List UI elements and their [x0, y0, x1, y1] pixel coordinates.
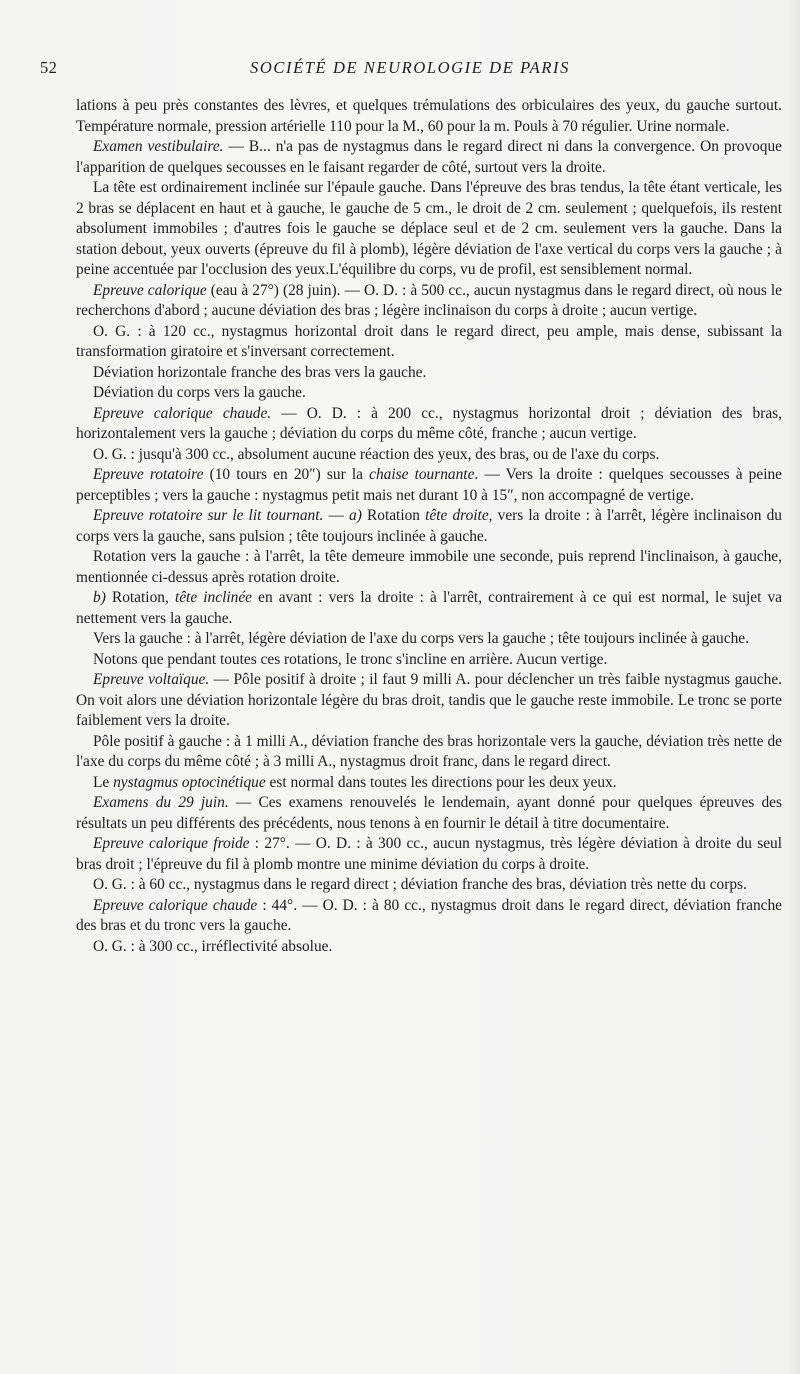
italic-run: Examens du 29 juin.: [93, 794, 229, 811]
paragraph: [76, 137, 782, 178]
paragraph: [76, 178, 782, 281]
text-run: O. G. : à 120 cc., nystagmus horizontal droit dans le regard direct, peu ample, mais dense, subissant la transformation giratoire et s'inversant correctement.: [76, 322, 782, 360]
text-run: Déviation horizontale franche des bras vers la gauche.: [93, 363, 427, 381]
text-run: O. G. : jusqu'à 300 cc., absolument aucune réaction des yeux, des bras, ou de l'axe du corps.: [93, 445, 660, 463]
italic-run: tête inclinée: [174, 589, 252, 606]
paragraph: [76, 506, 782, 547]
text-run: . — Vers la droite : quelques secousses à peine perceptibles ; vers la gauche : nystagmus petit mais net durant 10 à 15″, non accompagné de vertige.: [76, 466, 783, 504]
article-body: [76, 96, 782, 957]
page-edge-shadow: [786, 0, 800, 1374]
italic-run: b): [93, 589, 106, 606]
text-run: Vers la gauche : à l'arrêt, légère déviation de l'axe du corps vers la gauche ; tête toujours inclinée à gauche.: [93, 630, 749, 647]
italic-run: Epreuve calorique chaude: [93, 896, 258, 914]
paragraph: [76, 465, 782, 506]
paragraph: [76, 650, 782, 671]
text-run: O. G. : à 300 cc., irréflectivité absolue.: [93, 937, 333, 955]
paragraph: [76, 445, 782, 466]
text-run: lations à peu près constantes des lèvres, et quelques trémulations des orbiculaires des yeux, du gauche surtout. Température normale, pression artérielle 110 pour la M., 60 pour la m. Pouls à 70 régulier. Urine normale.: [76, 97, 782, 135]
text-run: (eau à 27°) (28 juin). — O. D. : à 500 cc., aucun nystagmus dans le regard direct, où nous le recherchons d'abord ; aucune déviation des bras ; légère inclinaison du corps à droite ; aucun vertige.: [76, 281, 782, 319]
text-run: : 27°. — O. D. : à 300 cc., aucun nystagmus, très légère déviation à droite du seul bras droit ; l'épreuve du fil à plomb montre une minime déviation du corps à droite.: [76, 835, 782, 873]
italic-run: Epreuve calorique: [93, 281, 207, 299]
text-run: — B... n'a pas de nystagmus dans le regard direct ni dans la convergence. On provoque l'apparition de quelques secousses en le faisant regarder de côté, surtout vers la droite.: [76, 138, 783, 176]
paragraph: [76, 547, 782, 588]
paragraph: [76, 875, 782, 896]
paragraph: [76, 629, 782, 650]
italic-run: Epreuve calorique froide: [93, 835, 250, 852]
italic-run: Epreuve voltaïque.: [93, 671, 210, 688]
text-run: Rotation vers la gauche : à l'arrêt, la tête demeure immobile une seconde, puis reprend l'inclinaison, à gauche, mentionnée ci-dessus après rotation droite.: [76, 548, 782, 586]
paragraph: [76, 670, 782, 732]
italic-run: chaise tournante: [369, 466, 475, 483]
text-run: — Ces examens renouvelés le lendemain, ayant donné pour quelques épreuves des résultats un peu différents des précédents, nous tenons à en fournir le détail à titre documentaire.: [76, 794, 782, 832]
paragraph: [76, 363, 782, 384]
paragraph: [76, 937, 782, 958]
text-run: : 44°. — O. D. : à 80 cc., nystagmus droit dans le regard direct, déviation franche des bras et du tronc vers la gauche.: [76, 896, 782, 934]
paragraph: [76, 732, 782, 773]
running-head: [40, 58, 780, 80]
text-run: Déviation du corps vers la gauche.: [93, 384, 306, 401]
paragraph: [76, 322, 782, 363]
running-title: SOCIÉTÉ DE NEUROLOGIE DE PARIS: [250, 58, 570, 77]
text-run: Rotation: [361, 507, 426, 524]
italic-run: a): [349, 507, 362, 524]
paragraph: [76, 896, 782, 937]
italic-run: Epreuve rotatoire: [93, 466, 204, 483]
text-run: (10 tours en 20″) sur la: [203, 466, 370, 483]
text-run: — O. D. : à 200 cc., nystagmus horizontal droit ; déviation des bras, horizontalement vers la gauche ; déviation du corps du même côté, franche ; aucun vertige.: [76, 404, 782, 442]
text-run: en avant : vers la droite : à l'arrêt, contrairement à ce qui est normal, le sujet va nettement vers la gauche.: [76, 589, 783, 627]
text-run: Pôle positif à gauche : à 1 milli A., déviation franche des bras horizontale vers la gauche, déviation très nette de l'axe du corps du même côté ; à 3 milli A., nystagmus droit franc, dans le regard direct.: [76, 732, 782, 770]
paragraph: [76, 773, 782, 794]
text-run: Le: [93, 773, 114, 791]
paragraph: [76, 404, 782, 445]
text-run: — Pôle positif à droite ; il faut 9 milli A. pour déclencher un très faible nystagmus gauche. On voit alors une déviation horizontale légère du bras droit, tandis que le gauche reste immobile. Le tronc se porte faiblement vers la droite.: [76, 671, 783, 729]
italic-run: Epreuve rotatoire sur le lit tournant.: [93, 507, 324, 524]
text-run: , vers la droite : à l'arrêt, légère inclinaison du corps vers la gauche, sans pulsion ; tête toujours inclinée à gauche.: [76, 507, 782, 545]
text-run: Rotation,: [105, 589, 175, 606]
text-run: —: [323, 507, 350, 524]
text-run: est normal dans toutes les directions pour les deux yeux.: [265, 773, 617, 791]
paragraph: [76, 834, 782, 875]
italic-run: Examen vestibulaire.: [93, 138, 224, 155]
page-number: 52: [40, 58, 58, 77]
paragraph: [76, 96, 782, 137]
italic-run: nystagmus optocinétique: [113, 773, 266, 791]
italic-run: Epreuve calorique chaude.: [93, 404, 272, 422]
text-run: La tête est ordinairement inclinée sur l'épaule gauche. Dans l'épreuve des bras tendus, la tête étant verticale, les 2 bras se déplacent en haut et à gauche, le gauche de 5 cm., le droit de 2 cm. seulement ; quelquefois, ils restent absolument immobiles ; d'autres fois le gauche se déplace seul et de 2 cm. seulement vers la gauche. Dans la station debout, yeux ouverts (épreuve du fil à plomb), légère déviation de l'axe vertical du corps vers la gauche ; à peine accentuée par l'occlusion des yeux.L'équilibre du corps, vu de profil, est sensiblement normal.: [76, 179, 782, 278]
paragraph: [76, 383, 782, 404]
paragraph: [76, 588, 782, 629]
paragraph: [76, 793, 782, 834]
paragraph: [76, 281, 782, 322]
text-run: O. G. : à 60 cc., nystagmus dans le regard direct ; déviation franche des bras, déviation très nette du corps.: [93, 876, 747, 893]
italic-run: tête droite: [425, 507, 489, 524]
text-run: Notons que pendant toutes ces rotations, le tronc s'incline en arrière. Aucun vertige.: [93, 650, 608, 668]
